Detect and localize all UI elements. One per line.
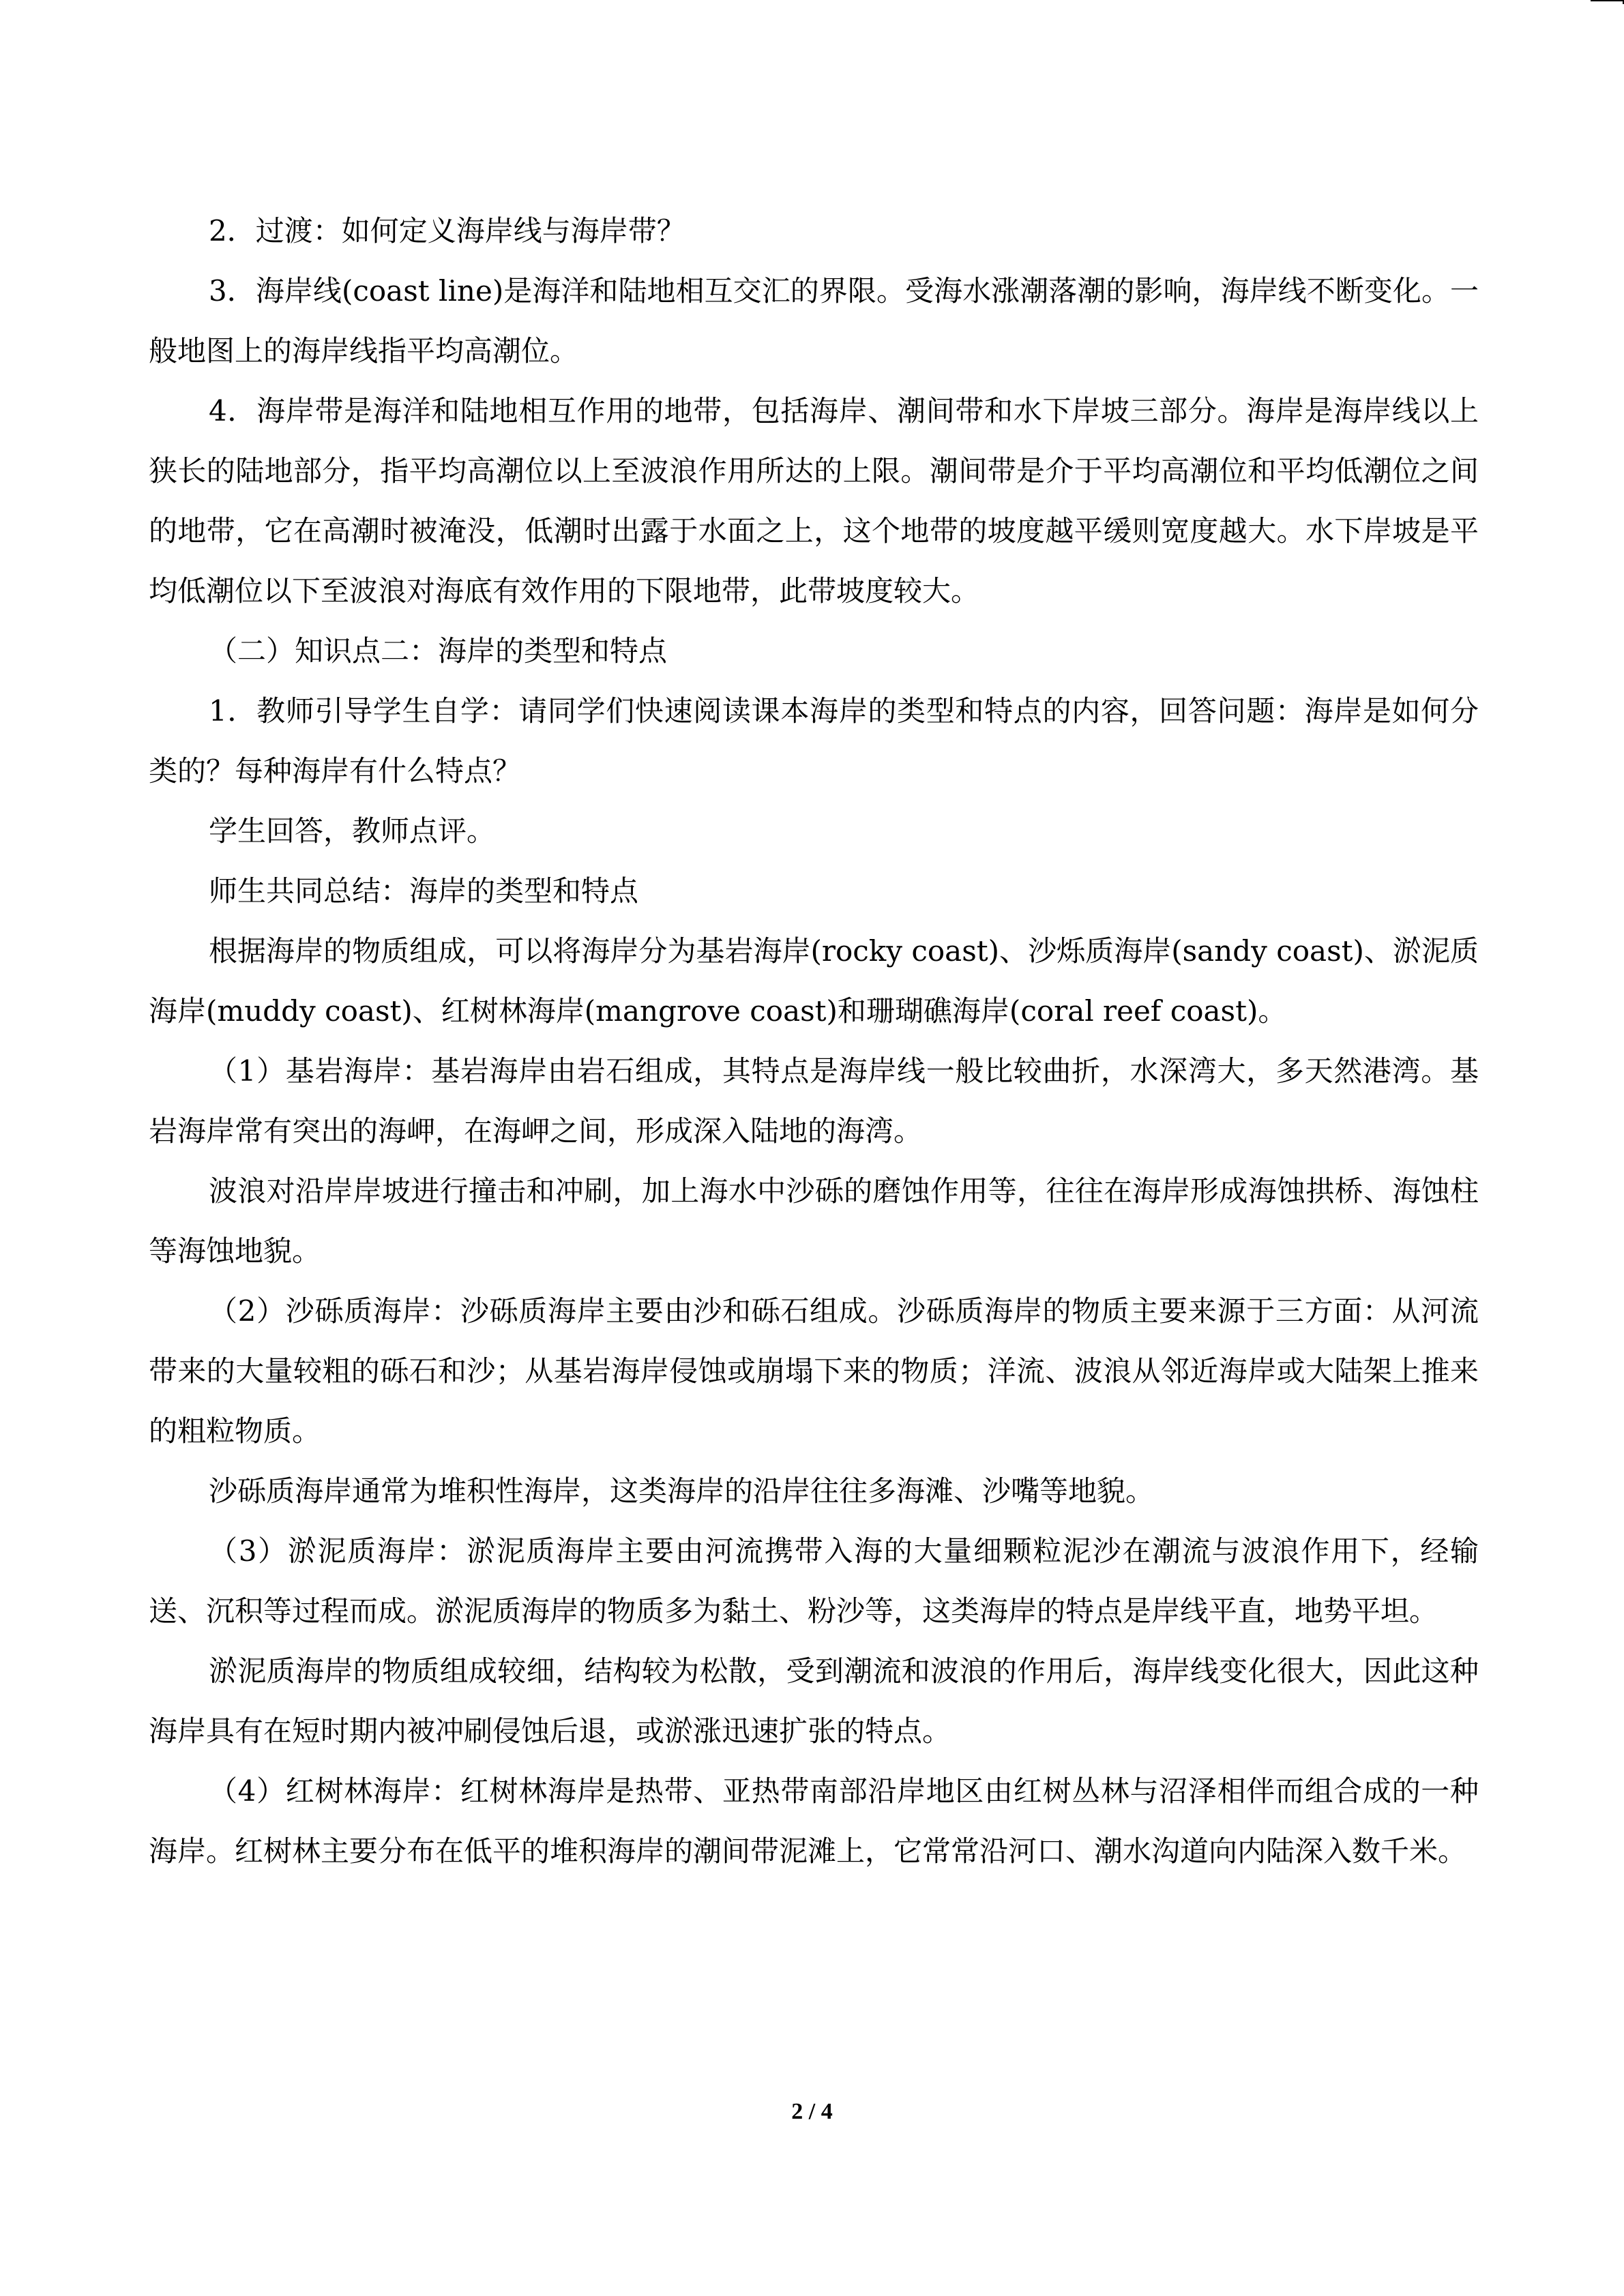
paragraph-muddy-coast: （3）淤泥质海岸：淤泥质海岸主要由河流携带入海的大量细颗粒泥沙在潮流与波浪作用下，经输送、沉积等过程而成。淤泥质海岸的物质多为黏土、粉沙等，这类海岸的特点是岸线平直，地势平坦。	[149, 1534, 1479, 1628]
paragraph-wave-erosion: 波浪对沿岸岸坡进行撞击和冲刷，加上海水中沙砾的磨蚀作用等，往往在海岸形成海蚀拱桥、海蚀柱等海蚀地貌。	[149, 1174, 1479, 1268]
paragraph-classification: 根据海岸的物质组成，可以将海岸分为基岩海岸(rocky coast)、沙烁质海岸(sandy coast)、淤泥质海岸(muddy coast)、红树林海岸(mangrove coast)和珊瑚礁海岸(coral reef coast)。	[149, 934, 1479, 1028]
paragraph-coastline-definition: 3．海岸线(coast line)是海洋和陆地相互交汇的界限。受海水涨潮落潮的影响，海岸线不断变化。一般地图上的海岸线指平均高潮位。	[149, 274, 1479, 368]
section-heading-coast-types: （二）知识点二：海岸的类型和特点	[209, 634, 668, 668]
page-number: 2 / 4	[791, 2099, 833, 2124]
paragraph-student-answer: 学生回答，教师点评。	[209, 814, 496, 848]
paragraph-sandy-coast: （2）沙砾质海岸：沙砾质海岸主要由沙和砾石组成。沙砾质海岸的物质主要来源于三方面：从河流带来的大量较粗的砾石和沙；从基岩海岸侵蚀或崩塌下来的物质；洋流、波浪从邻近海岸或大陆架上推来的粗粒物质。	[149, 1294, 1479, 1448]
page-corner-mark	[1591, 0, 1624, 1]
paragraph-muddy-change: 淤泥质海岸的物质组成较细，结构较为松散，受到潮流和波浪的作用后，海岸线变化很大，因此这种海岸具有在短时期内被冲刷侵蚀后退，或淤涨迅速扩张的特点。	[149, 1654, 1479, 1748]
paragraph-transition-question: 2．过渡：如何定义海岸线与海岸带？	[209, 214, 685, 248]
paragraph-coastal-zone-definition: 4．海岸带是海洋和陆地相互作用的地带，包括海岸、潮间带和水下岸坡三部分。海岸是海岸线以上狭长的陆地部分，指平均高潮位以上至波浪作用所达的上限。潮间带是介于平均高潮位和平均低潮位之间的地带，它在高潮时被淹没，低潮时出露于水面之上，这个地带的坡度越平缓则宽度越大。水下岸坡是平均低潮位以下至波浪对海底有效作用的下限地带，此带坡度较大。	[149, 394, 1479, 608]
paragraph-teacher-guidance: 1．教师引导学生自学：请同学们快速阅读课本海岸的类型和特点的内容，回答问题：海岸是如何分类的？每种海岸有什么特点？	[149, 694, 1479, 788]
document-body	[149, 201, 1479, 1881]
paragraph-sandy-deposition: 沙砾质海岸通常为堆积性海岸，这类海岸的沿岸往往多海滩、沙嘴等地貌。	[209, 1474, 1155, 1508]
paragraph-rocky-coast: （1）基岩海岸：基岩海岸由岩石组成，其特点是海岸线一般比较曲折，水深湾大，多天然港湾。基岩海岸常有突出的海岬，在海岬之间，形成深入陆地的海湾。	[149, 1054, 1479, 1148]
paragraph-mangrove-coast: （4）红树林海岸：红树林海岸是热带、亚热带南部沿岸地区由红树丛林与沼泽相伴而组合成的一种海岸。红树林主要分布在低平的堆积海岸的潮间带泥滩上，它常常沿河口、潮水沟道向内陆深入数千米。	[149, 1774, 1479, 1868]
paragraph-summary-title: 师生共同总结：海岸的类型和特点	[209, 874, 639, 908]
